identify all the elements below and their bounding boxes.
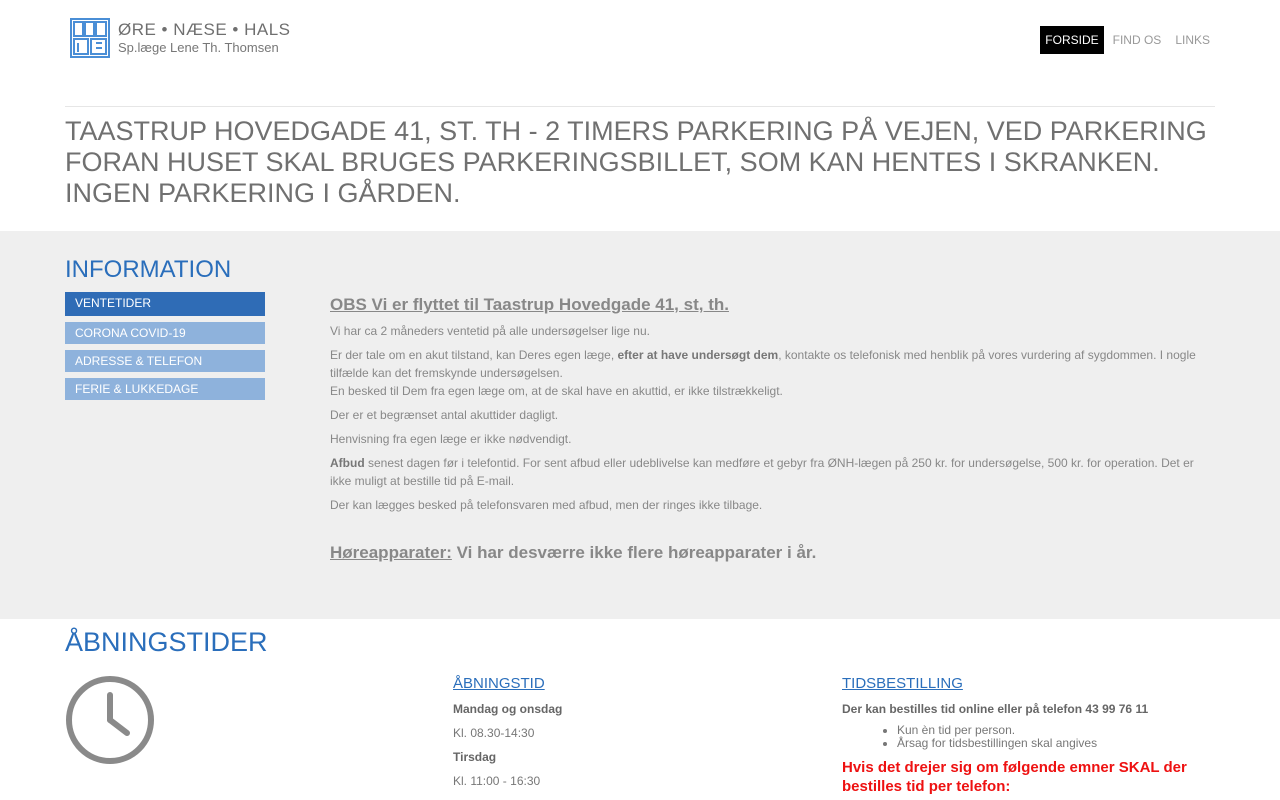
waiting-time-text: Vi har ca 2 måneders ventetid på alle undersøgelser lige nu. <box>330 324 650 338</box>
referral-text: Henvisning fra egen læge er ikke nødvendigt. <box>330 432 572 446</box>
menu-item-corona[interactable]: CORONA COVID-19 <box>65 322 265 344</box>
acute-text-bold: efter at have undersøgt dem <box>617 348 779 362</box>
limited-acute-text: Der er et begrænset antal akuttider dagligt. <box>330 408 559 422</box>
logo-subtitle: Sp.læge Lene Th. Thomsen <box>118 40 279 56</box>
booking-intro: Der kan bestilles tid online eller på telefon 43 99 76 11 <box>842 702 1149 716</box>
acute-note: En besked til Dem fra egen læge om, at de skal have en akuttid, er ikke tilstrækkeligt. <box>330 384 783 398</box>
hearing-aid-text: Vi har desværre ikke flere høreapparater i år. <box>451 543 817 562</box>
logo-text <box>118 20 291 56</box>
parking-banner: TAASTRUP HOVEDGADE 41, ST. TH - 2 TIMERS PARKERING PÅ VEJEN, VED PARKERING FORAN HUSET SKAL BRUGES PARKERINGSBILLET, SOM KAN HENTES I SKRANKEN. INGEN PARKERING I GÅRDEN. <box>65 116 1207 208</box>
acute-text <box>330 346 1210 382</box>
clock-icon <box>65 675 155 765</box>
opening-time-2: Kl. 11:00 - 16:30 <box>453 774 541 788</box>
moved-heading: OBS Vi er flyttet til Taastrup Hovedgade 41, st, th. <box>330 295 729 314</box>
logo-title: ØRE • NÆSE • HALS <box>118 20 291 39</box>
opening-time-1: Kl. 08.30-14:30 <box>453 726 535 740</box>
hearing-aid-notice <box>330 544 1210 562</box>
booking-info <box>842 675 1222 796</box>
booking-subhead: TIDSBESTILLING <box>842 675 963 692</box>
voicemail-text: Der kan lægges besked på telefonsvaren med afbud, men der ringes ikke tilbage. <box>330 498 763 512</box>
menu-item-ventetider[interactable]: VENTETIDER <box>65 292 265 316</box>
information-menu <box>65 292 265 406</box>
hearing-aid-label[interactable]: Høreapparater: <box>330 543 452 562</box>
information-content <box>330 296 1210 562</box>
opening-day-1: Mandag og onsdag <box>453 702 563 716</box>
nav-find-os[interactable]: FIND OS <box>1112 33 1162 47</box>
acute-text-pre: Er der tale om en akut tilstand, kan Deres egen læge, <box>330 348 618 362</box>
menu-item-adresse[interactable]: ADRESSE & TELEFON <box>65 350 265 372</box>
opening-day-2: Tirsdag <box>453 750 497 764</box>
menu-item-ferie[interactable]: FERIE & LUKKEDAGE <box>65 378 265 400</box>
information-title: INFORMATION <box>65 256 232 283</box>
opening-subhead: ÅBNINGSTID <box>453 675 545 692</box>
cancellation-text <box>330 454 1210 490</box>
nav-links[interactable]: LINKS <box>1175 33 1210 47</box>
logo-mark-icon <box>70 18 110 58</box>
nav-forside[interactable]: FORSIDE <box>1040 26 1103 54</box>
list-item: • Årsag for tidsbestillingen skal angives <box>897 737 1222 750</box>
main-nav <box>1036 26 1215 54</box>
acute-text-post: , kontakte os telefonisk med henblik på vores vurdering af sygdommen. I nogle tilfælde kan det fremskynde undersøgelsen. <box>330 348 1196 380</box>
header-divider <box>65 106 1215 107</box>
opening-hours-title: ÅBNINGSTIDER <box>65 627 268 657</box>
opening-times <box>453 675 813 796</box>
booking-warning: Hvis det drejer sig om følgende emner SKAL der bestilles tid per telefon: <box>842 759 1187 795</box>
cancellation-bold: Afbud <box>330 456 365 470</box>
booking-rules <box>842 724 1222 750</box>
cancellation-rest: senest dagen før i telefontid. For sent afbud eller udeblivelse kan medføre et gebyr fra ØNH-lægen på 250 kr. for undersøgelse, 500 kr. for operation. Det er ikke muligt at bestille tid på E-mail. <box>330 456 1194 488</box>
site-logo[interactable] <box>70 18 291 58</box>
list-item: • Kun èn tid per person. <box>897 724 1222 737</box>
